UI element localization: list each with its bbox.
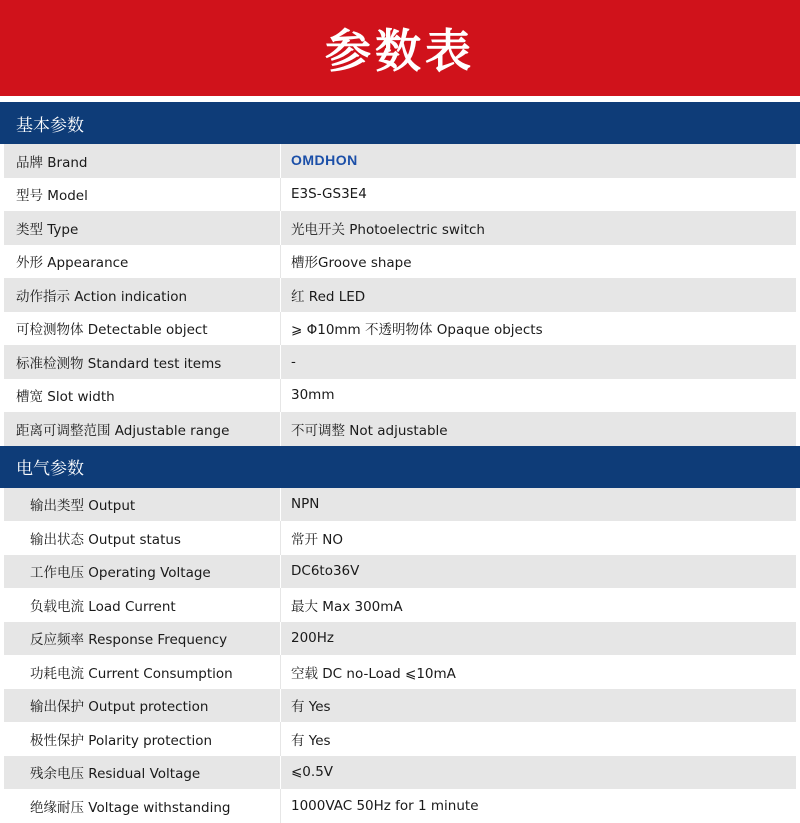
table-row — [4, 789, 796, 823]
param-label: 可检测物体 Detectable object — [16, 322, 208, 339]
param-label: 槽宽 Slot width — [16, 389, 115, 406]
param-value: 空载 DC no-Load ⩽10mA — [291, 665, 456, 682]
param-value: 光电开关 Photoelectric switch — [291, 221, 485, 238]
param-label: 绝缘耐压 Voltage withstanding — [30, 799, 231, 816]
param-label: 标准检测物 Standard test items — [16, 355, 222, 372]
param-label: 负载电流 Load Current — [30, 598, 176, 615]
section-header-electrical — [0, 446, 800, 488]
table-row — [4, 379, 796, 413]
param-value: DC6to36V — [291, 563, 360, 580]
table-row — [4, 178, 796, 212]
param-value: - — [291, 353, 296, 370]
param-value: 常开 NO — [291, 531, 344, 548]
table-row — [4, 211, 796, 245]
param-value: 不可调整 Not adjustable — [291, 422, 448, 439]
param-value: 最大 Max 300mA — [291, 598, 403, 615]
param-label: 动作指示 Action indication — [16, 288, 188, 305]
param-value: 红 Red LED — [291, 288, 366, 305]
table-row — [4, 245, 796, 279]
param-value — [281, 152, 796, 169]
table-row — [4, 412, 796, 446]
table-row — [4, 278, 796, 312]
param-label: 类型 Type — [16, 221, 79, 238]
table-row — [4, 756, 796, 790]
param-value: E3S-GS3E4 — [291, 186, 367, 203]
table-row — [4, 345, 796, 379]
param-label: 反应频率 Response Frequency — [30, 632, 228, 649]
table-row — [4, 555, 796, 589]
param-label: 输出状态 Output status — [30, 531, 181, 548]
param-label: 输出类型 Output — [30, 498, 136, 515]
param-value: 30mm — [291, 387, 335, 404]
param-value: 槽形Groove shape — [291, 255, 412, 272]
table-row — [4, 488, 796, 522]
param-label: 工作电压 Operating Voltage — [30, 565, 211, 582]
param-label: 功耗电流 Current Consumption — [30, 665, 233, 682]
brand-logo: OMDHON — [291, 152, 358, 169]
table-row — [4, 521, 796, 555]
table-row — [4, 144, 796, 178]
param-value: ⩽0.5V — [291, 764, 334, 781]
section-header-basic — [0, 102, 800, 144]
param-label: 残余电压 Residual Voltage — [30, 766, 201, 783]
param-label: 极性保护 Polarity protection — [30, 732, 213, 749]
page-title: 参数表 — [325, 24, 475, 78]
param-label: 外形 Appearance — [16, 255, 129, 272]
param-value: 200Hz — [291, 630, 335, 647]
param-label: 距离可调整范围 Adjustable range — [16, 422, 230, 439]
param-value: ⩾ Φ10mm 不透明物体 Opaque objects — [291, 322, 543, 339]
param-value: 1000VAC 50Hz for 1 minute — [291, 797, 479, 814]
table-row — [4, 722, 796, 756]
param-value: 有 Yes — [291, 699, 331, 716]
table-row — [4, 588, 796, 622]
table-row — [4, 689, 796, 723]
param-label: 输出保护 Output protection — [30, 699, 209, 716]
param-value: 有 Yes — [291, 732, 331, 749]
title-banner — [0, 0, 800, 96]
electrical-params-table — [4, 488, 796, 823]
table-row — [4, 655, 796, 689]
table-row — [4, 622, 796, 656]
basic-params-table — [4, 144, 796, 446]
section-title-basic: 基本参数 — [16, 115, 84, 136]
param-value: NPN — [291, 496, 320, 513]
section-title-electrical: 电气参数 — [16, 459, 84, 479]
param-label: 品牌 Brand — [16, 154, 88, 171]
param-label: 型号 Model — [16, 188, 88, 205]
table-row — [4, 312, 796, 346]
